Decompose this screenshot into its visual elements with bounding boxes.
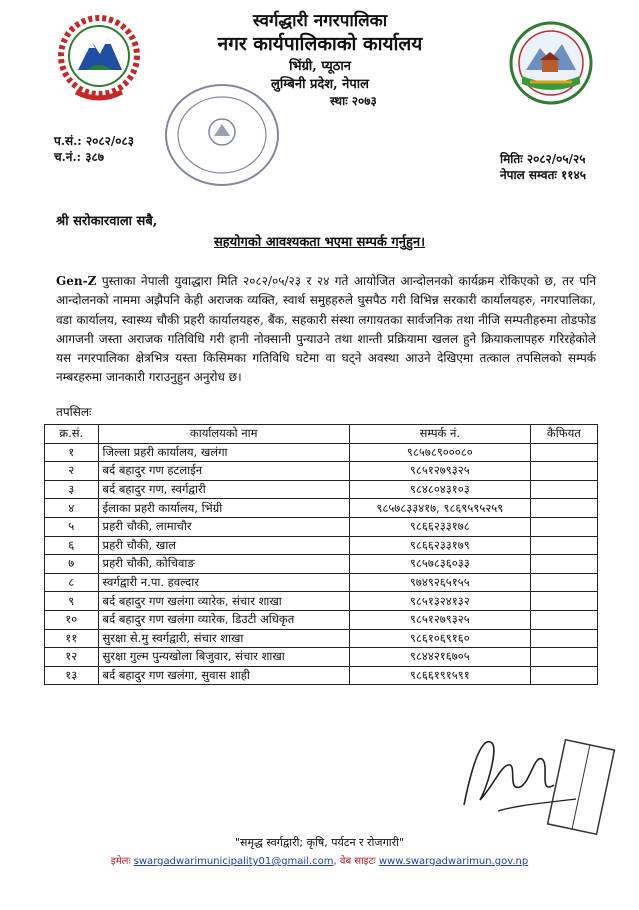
dispatch-number: च.नं.: ३८७	[54, 150, 104, 164]
remarks-cell	[530, 517, 597, 536]
office-stamp	[162, 80, 282, 194]
serial-cell: ६	[45, 536, 99, 555]
remarks-cell	[530, 443, 597, 462]
table-row	[45, 536, 598, 555]
serial-cell: ३	[45, 480, 99, 499]
serial-cell: २	[45, 462, 99, 481]
office-cell: बर्द बहादुर गण खलंगा व्यारेक, संचार शाखा	[98, 592, 349, 611]
table-row	[45, 555, 598, 574]
municipality-logo-icon	[508, 20, 594, 110]
contacts-table	[44, 424, 598, 685]
serial-cell: १०	[45, 610, 99, 629]
office-cell: सुरक्षा गुल्म पुन्यखोला बिजुवार, संचार शाखा	[98, 648, 349, 667]
table-row	[45, 592, 598, 611]
header-contact-number: सम्पर्क नं.	[349, 425, 530, 444]
serial-cell: ५	[45, 517, 99, 536]
number-cell: ९७४९२६५१५५	[349, 573, 530, 592]
table-row	[45, 666, 598, 685]
nepal-sambat: नेपाल सम्वतः ११४५	[500, 168, 586, 182]
letter-body	[56, 272, 596, 388]
office-name: स्वर्गद्धारी नगरपालिका	[252, 11, 388, 31]
office-cell: प्रहरी चौकी, लामाचौर	[98, 517, 349, 536]
table-row	[45, 517, 598, 536]
number-cell: ९८६६२३३१७८	[349, 517, 530, 536]
number-cell: ९८४८०४३१०३	[349, 480, 530, 499]
office-cell: प्रहरी चौकी, खाल	[98, 536, 349, 555]
office-cell: बर्द बहादुर गण हटलाईन	[98, 462, 349, 481]
letter-number: प.सं.: २०८२/०८३	[54, 134, 134, 148]
email-label: इमेलः	[110, 856, 131, 867]
footer-slogan: "समृद्ध स्वर्गद्वारी; कृषि, पर्यटन र रोजगारी"	[234, 836, 405, 849]
header-office-name: कार्यालयको नाम	[98, 425, 349, 444]
established-year: स्थाः २०७३	[330, 94, 377, 108]
number-cell: ९८६६१९१५९१	[349, 666, 530, 685]
number-cell: ९८४४२१६७०५	[349, 648, 530, 667]
letter-date: मितिः २०८२/०५/२५	[500, 152, 586, 166]
number-cell: ९८५७८३६०३३	[349, 555, 530, 574]
office-cell: बर्द बहादुर गण खलंगा, सुवास शाही	[98, 666, 349, 685]
table-header-row	[45, 425, 598, 444]
serial-cell: ९	[45, 592, 99, 611]
table-row	[45, 443, 598, 462]
body-bold-lead: Gen-Z	[56, 274, 97, 288]
remarks-cell	[530, 536, 597, 555]
body-text: पुस्ताका नेपाली युवाद्धारा मिति २०८२/०५/२३ र २४ गते आयोजित आन्दोलनको कार्यक्रम रोकिएको छ, तर पनि आन्दोलनको नाममा अझैपनि केही अराजक व्यक्ति, स्वार्थ समुहहरुले घुसपैठ गरी विभिन्न सरकारी कार्यालयहरु, नगरपालिका, वडा कार्यालय, स्वास्थ्य चौकी प्रहरी कार्यालयहरु, बैंक, सहकारी संस्था लगायतका सार्वजनिक तथा नीजि सम्पतीहरुमा तोडफोड आगजनी जस्ता अराजक गतिविधि गरी हानी नोक्सानी पुन्याउने तथा शान्ती प्रक्रियामा खलल हुने क्रियाकलापहरु गरिरहेकोले यस नगरपालिका क्षेत्रभित्र यस्ता किसिमका गतिविधि घटेमा वा घट्ने अवस्था आउने देखिएमा तत्काल तपसिलको सम्पर्क नम्बरहरुमा जानकारी गराउनुहुन अनुरोध छ।	[56, 274, 596, 385]
serial-cell: १३	[45, 666, 99, 685]
serial-cell: १२	[45, 648, 99, 667]
serial-cell: ८	[45, 573, 99, 592]
table-row	[45, 499, 598, 518]
office-cell: स्वर्गद्वारी न.पा. हवल्दार	[98, 573, 349, 592]
address-line-1: भिंग्री, प्यूठान	[289, 59, 351, 74]
remarks-cell	[530, 629, 597, 648]
remarks-cell	[530, 555, 597, 574]
number-cell: ९८६१०६९१६०	[349, 629, 530, 648]
table-row	[45, 573, 598, 592]
office-cell: प्रहरी चौकी, कोचिवाङ	[98, 555, 349, 574]
table-row	[45, 480, 598, 499]
office-cell: ईलाका प्रहरी कार्यालय, भिंग्री	[98, 499, 349, 518]
office-cell: बर्द बहादुर गण, स्वर्गद्वारी	[98, 480, 349, 499]
table-row	[45, 462, 598, 481]
website-label: , वेब साइटः	[333, 856, 376, 867]
header-remarks: कैफियत	[530, 425, 597, 444]
remarks-cell	[530, 592, 597, 611]
number-cell: ९८५७८३३४१७, ९८६९५९५२५९	[349, 499, 530, 518]
remarks-cell	[530, 462, 597, 481]
table-row	[45, 610, 598, 629]
office-cell: जिल्ला प्रहरी कार्यालय, खलंगा	[98, 443, 349, 462]
number-cell: ९८५१२७९३२५	[349, 610, 530, 629]
remarks-cell	[530, 610, 597, 629]
office-cell: बर्द बहादुर गण खलंगा व्यारेक, डिउटी अधिकृत	[98, 610, 349, 629]
number-cell: ९८५१२७९३२५	[349, 462, 530, 481]
office-cell: सुरक्षा से.मु स्वर्गद्वारी, संचार शाखा	[98, 629, 349, 648]
table-row	[45, 648, 598, 667]
number-cell: ९८५१३२४१३२	[349, 592, 530, 611]
details-label: तपसिलः	[56, 405, 92, 419]
number-cell: ९८६६२३३१७९	[349, 536, 530, 555]
email-link[interactable]: swargadwarimunicipality01@gmail.com	[133, 856, 334, 867]
nepal-emblem-icon	[56, 12, 142, 106]
footer-contact	[0, 853, 639, 867]
serial-cell: ७	[45, 555, 99, 574]
number-cell: ९८५७८९०००८०	[349, 443, 530, 462]
serial-cell: ४	[45, 499, 99, 518]
website-link[interactable]: www.swargadwarimun.gov.np	[378, 856, 529, 867]
remarks-cell	[530, 499, 597, 518]
remarks-cell	[530, 573, 597, 592]
table-row	[45, 629, 598, 648]
remarks-cell	[530, 480, 597, 499]
officer-stamp	[536, 732, 626, 846]
office-subtitle: नगर कार्यपालिकाको कार्यालय	[217, 33, 423, 55]
serial-cell: १	[45, 443, 99, 462]
serial-cell: ११	[45, 629, 99, 648]
remarks-cell	[530, 648, 597, 667]
letter-subject: सहयोगको आवश्यकता भएमा सम्पर्क गर्नुहुन।	[213, 235, 426, 250]
address-line-2: लुम्बिनी प्रदेश, नेपाल	[271, 77, 369, 92]
remarks-cell	[530, 666, 597, 685]
header-serial: क्र.सं.	[45, 425, 99, 444]
salutation: श्री सरोकारवाला सबै,	[56, 214, 158, 229]
